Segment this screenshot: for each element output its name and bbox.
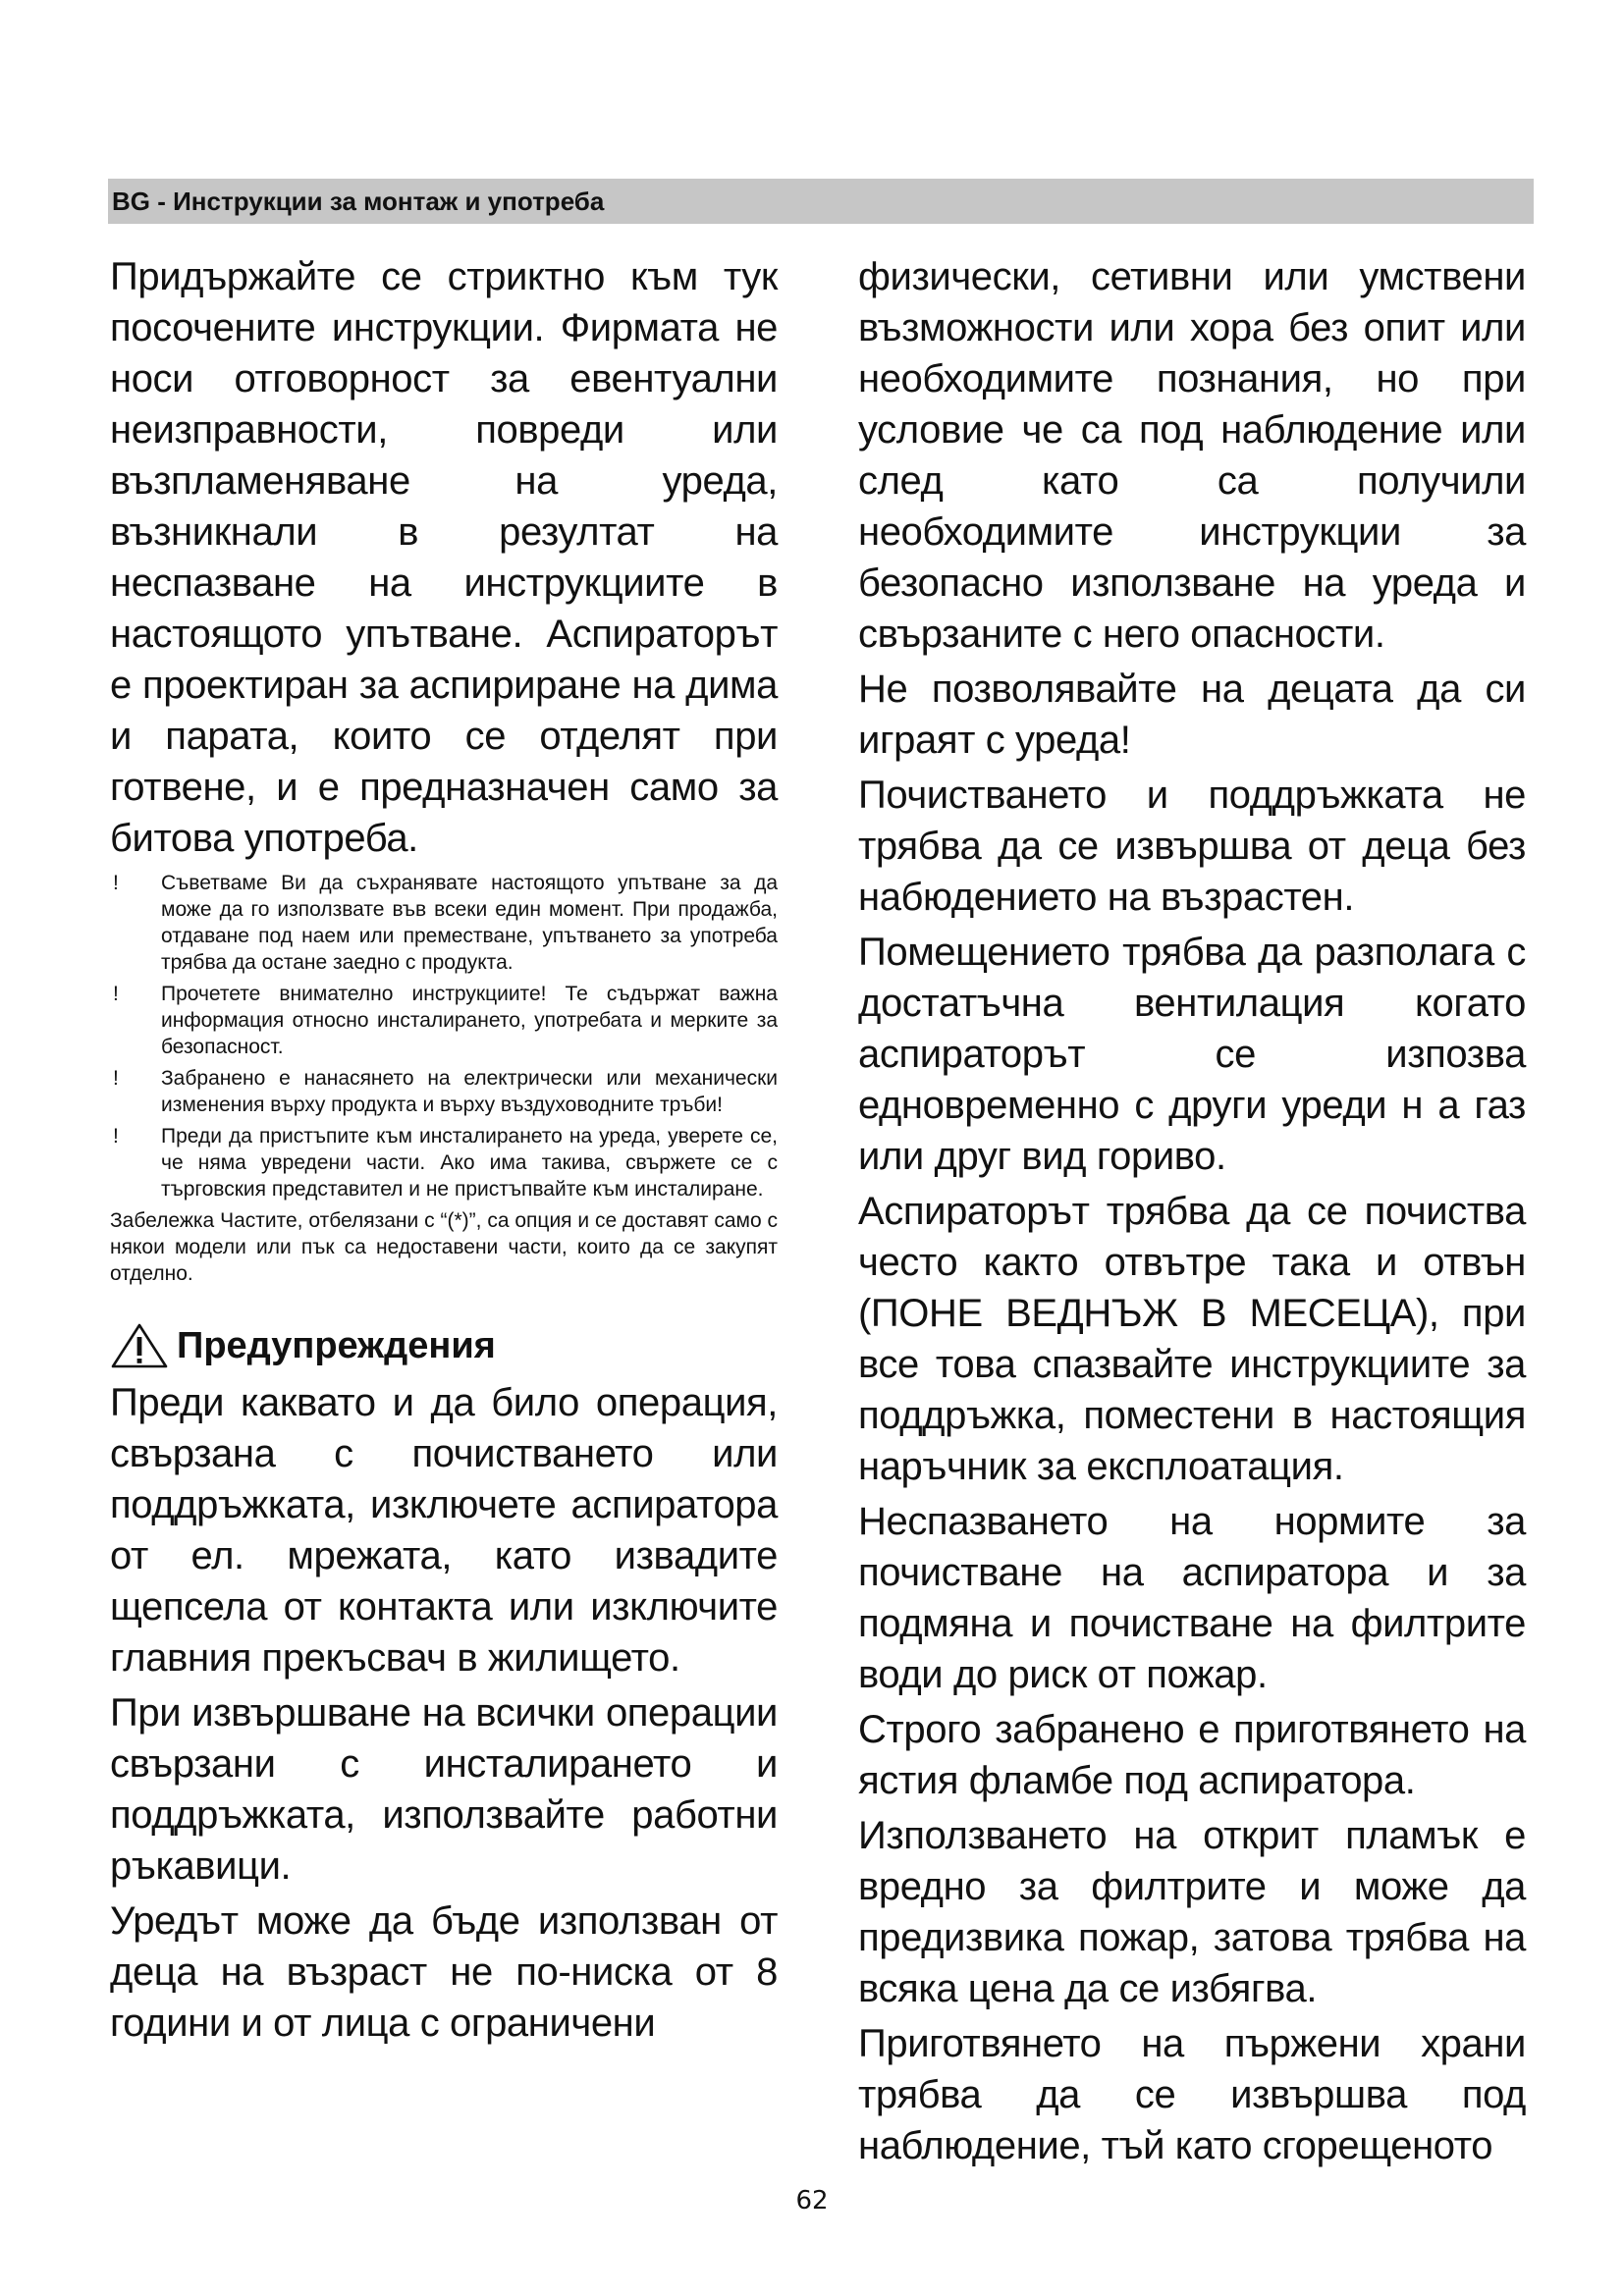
exclamation-bullet: !: [113, 1125, 119, 1148]
notes-list: [110, 870, 778, 1202]
warnings-heading: [110, 1322, 778, 1369]
warning-paragraph: Почистването и поддръжката не трябва да се извършва от деца без набюдението на възрастен.: [858, 774, 1526, 919]
note-item: [110, 870, 778, 976]
intro-paragraph: Придържайте се стриктно към тук посочените инструкции. Фирмата не носи отговорност за евентуални неизправности, повреди или възпламеняване на уреда, възникнали в резултат на неспазване на инструкциите в настоящото упътване. Аспираторът е проектиран за аспириране на дима и парата, които се отделят при готвене, и е предназначен само за битова употреба.: [110, 255, 778, 860]
warning-paragraph: Уредът може да бъде използван от деца на възраст не по-ниска от 8 години и от лица с ограничени: [110, 1899, 778, 2045]
note-text: Съветваме Ви да съхранявате настоящото упътване за да може да го използвате във всеки един момент. При продажба, отдаване под наем или преместване, упътването за употреба трябва да остане заедно с продукта.: [161, 872, 778, 974]
note-text: Преди да пристъпите към инсталирането на уреда, уверете се, че няма увредени части. Ако има такива, свържете се с търговския представител и не пристъпвайте към инсталиране.: [161, 1125, 778, 1201]
warning-triangle-icon: [110, 1322, 169, 1369]
warnings-title: Предупреждения: [177, 1325, 496, 1366]
note-item: [110, 981, 778, 1060]
section-header: BG - Инструкции за монтаж и употреба: [108, 179, 1534, 224]
warning-paragraph: физически, сетивни или умствени възможности или хора без опит или необходимите познания, но при условие че са под наблюдение или след като са получили необходимите инструкции за безопасно използване на уреда и свързаните с него опасности.: [858, 255, 1526, 656]
exclamation-bullet: !: [113, 1067, 119, 1090]
warning-paragraph: Помещението трябва да разполага с достатъчна вентилация когато аспираторът се изпозва едновременно с други уреди н а газ или друг вид гориво.: [858, 931, 1526, 1178]
note-item: [110, 1123, 778, 1202]
warning-paragraph: Не позволявайте на децата да си играят с уреда!: [858, 667, 1526, 762]
exclamation-bullet: !: [113, 872, 119, 894]
note-text: Прочетете внимателно инструкциите! Те съдържат важна информация относно инсталирането, употребата и мерките за безопасност.: [161, 983, 778, 1058]
exclamation-bullet: !: [113, 983, 119, 1005]
remark-note: Забележка Частите, отбелязани с “(*)”, са опция и се доставят само с някои модели или пък са недоставени части, които да се закупят отделно.: [110, 1209, 778, 1285]
warning-paragraph: Приготвянето на пържени храни трябва да се извършва под наблюдение, тъй като сгорещеното: [858, 2022, 1526, 2167]
right-column: [858, 251, 1526, 2175]
note-text: Забранено е нанасянето на електрически или механически изменения върху продукта и върху въздуховодните тръби!: [161, 1067, 778, 1116]
warning-paragraph: Строго забранено е приготвянето на ястия фламбе под аспиратора.: [858, 1708, 1526, 1802]
left-column: [110, 251, 778, 2053]
note-item: [110, 1065, 778, 1118]
warning-paragraph: Използването на открит пламък е вредно за филтрите и може да предизвика пожар, затова трябва на всяка цена да се избягва.: [858, 1814, 1526, 2010]
warning-paragraph: Неспазването на нормите за почистване на аспиратора и за подмяна и почистване на филтрите води до риск от пожар.: [858, 1500, 1526, 1696]
page-number: 62: [795, 2186, 829, 2216]
warning-paragraph: При извършване на всички операции свързани с инсталирането и поддръжката, използвайте работни ръкавици.: [110, 1691, 778, 1888]
warning-paragraph: Преди каквато и да било операция, свързана с почистването или поддръжката, изключете аспиратора от ел. мрежата, като извадите щепсела от контакта или изключите главния прекъсвач в жилището.: [110, 1381, 778, 1680]
warning-paragraph: Аспираторът трябва да се почиства често както отвътре така и отвън (ПОНЕ ВЕДНЪЖ В МЕСЕЦА), при все това спазвайте инструкциите за поддръжка, поместени в настоящия наръчник за експлоатация.: [858, 1190, 1526, 1488]
